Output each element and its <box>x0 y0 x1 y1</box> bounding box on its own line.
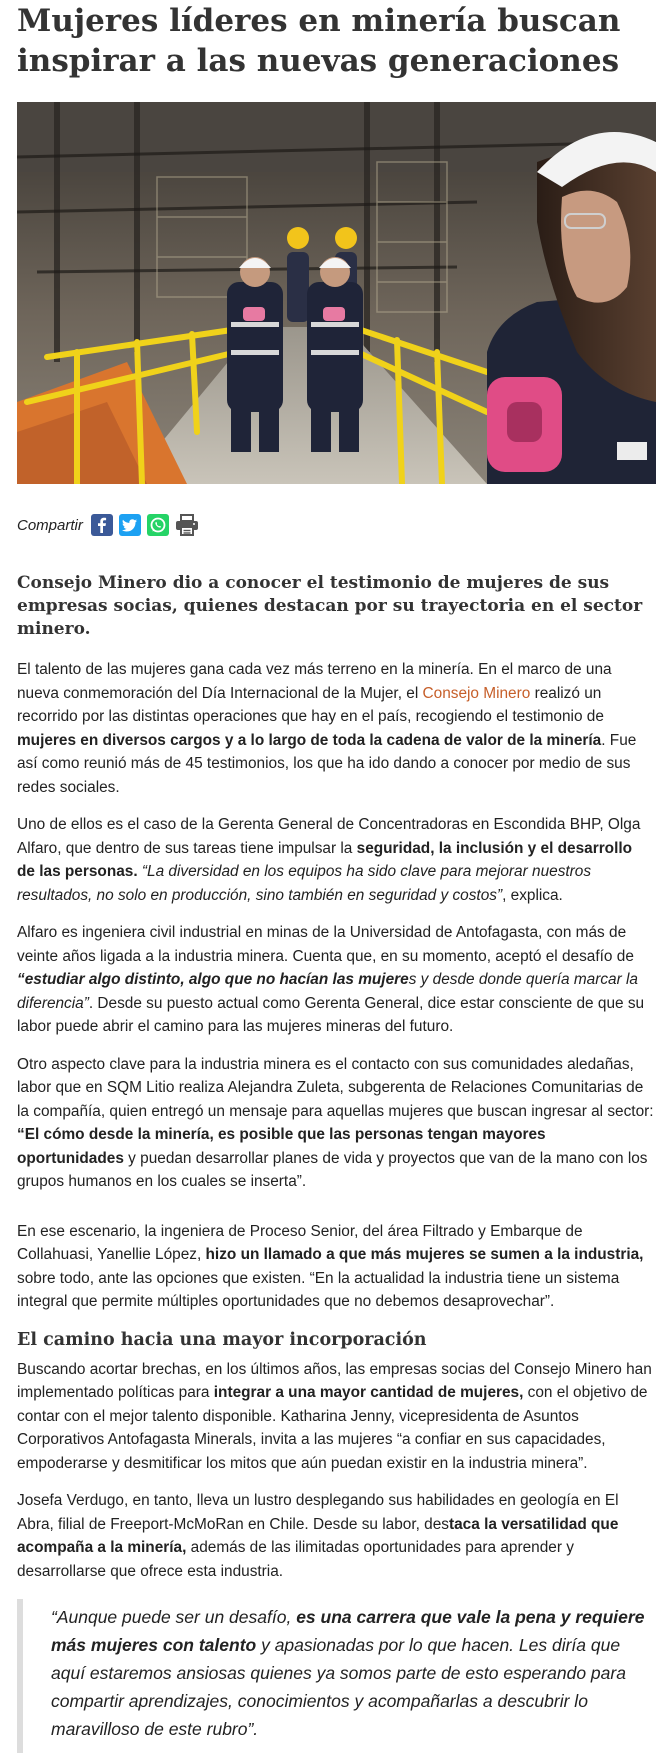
whatsapp-icon[interactable] <box>147 514 169 536</box>
facebook-icon[interactable] <box>91 514 113 536</box>
pull-quote: “Aunque puede ser un desafío, es una carrera que vale la pena y requiere más mujeres con talento y apasionadas por lo que hacen. Les diría que aquí estaremos ansiosas quienes ya somos parte de esto esperando para compartir aprendizajes, conocimientos y acompañarlas a descubrir lo maravilloso de este rubro”. <box>17 1599 654 1753</box>
twitter-icon[interactable] <box>119 514 141 536</box>
share-label: Compartir <box>17 516 83 534</box>
print-icon[interactable] <box>175 514 197 536</box>
share-bar <box>17 512 654 538</box>
paragraph-7: Josefa Verdugo, en tanto, lleva un lustro desplegando sus habilidades en geología en El Abra, filial de Freeport-McMoRan en Chile. Desde su labor, destaca la versatilidad que acompaña a la minería, además de las ilimitadas oportunidades para aprender y desarrollarse que ofrece esta industria. <box>17 1492 619 1580</box>
article-lead: Consejo Minero dio a conocer el testimonio de mujeres de sus empresas socias, quienes destacan por su trayectoria en el sector minero. <box>17 573 643 639</box>
consejo-minero-link[interactable]: Consejo Minero <box>422 684 531 702</box>
paragraph-1: El talento de las mujeres gana cada vez más terreno en la minería. En el marco de una nueva conmemoración del Día Internacional de la Mujer, el Consejo Minero realizó un recorrido por las distintas operaciones que hay en el país, recogiendo el testimonio de mujeres en diversos cargos y a lo largo de toda la cadena de valor de la minería. Fue así como reunió más de 45 testimonios, los que ha ido dando a conocer por medio de sus redes sociales. <box>17 661 637 796</box>
paragraph-2: Uno de ellos es el caso de la Gerenta General de Concentradoras en Escondida BHP, Olga Alfaro, que dentro de sus tareas tiene impulsar la seguridad, la inclusión y el desarrollo de las personas. “La diversidad en los equipos ha sido clave para mejorar nuestros resultados, no solo en producción, sino también en seguridad y costos”, explica. <box>17 816 641 904</box>
paragraph-3: Alfaro es ingeniera civil industrial en minas de la Universidad de Antofagasta, con más de veinte años ligada a la industria minera. Cuenta que, en su momento, aceptó el desafío de “estudiar algo distinto, algo que no hacían las mujeres y desde donde quería marcar la diferencia”. Desde su puesto actual como Gerenta General, dice estar consciente de que su labor puede abrir el camino para las mujeres mineras del futuro. <box>17 924 645 1035</box>
paragraph-4: Otro aspecto clave para la industria minera es el contacto con sus comunidades aledañas, labor que en SQM Litio realiza Alejandra Zuleta, subgerenta de Relaciones Comunitarias de la compañía, quien entregó un mensaje para aquellas mujeres que buscan ingresar al sector: “El cómo desde la minería, es posible que las personas tengan mayores oportunidades y puedan desarrollar planes de vida y proyectos que van de la mano con los grupos humanos en los cuales se inserta”. <box>17 1055 654 1190</box>
section-subheading: El camino hacia una mayor incorporación <box>17 1329 427 1350</box>
article-title: Mujeres líderes en minería buscan inspirar a las nuevas generaciones <box>17 3 621 79</box>
paragraph-6: Buscando acortar brechas, en los últimos años, las empresas socias del Consejo Minero han implementado políticas para integrar a una mayor cantidad de mujeres, con el objetivo de contar con el mejor talento disponible. Katharina Jenny, vicepresidenta de Asuntos Corporativos Antofagasta Minerals, invita a las mujeres “a confiar en sus capacidades, empoderarse y desmitificar los mitos que aún puedan existir en la industria minera”. <box>17 1360 652 1472</box>
paragraph-5: En ese escenario, la ingeniera de Proceso Senior, del área Filtrado y Embarque de Collahuasi, Yanellie López, hizo un llamado a que más mujeres se sumen a la industria, sobre todo, ante las opciones que existen. “En la actualidad la industria tiene un sistema integral que permite múltiples oportunidades que no debemos desaprovechar”. <box>17 1222 644 1310</box>
hero-image <box>17 102 656 484</box>
